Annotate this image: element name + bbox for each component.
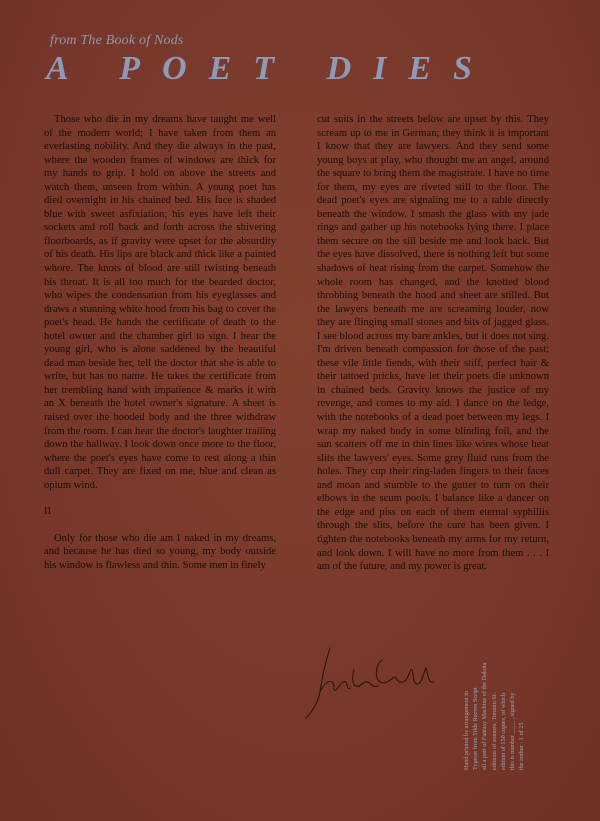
- paragraph: Only for those who die am I naked in my dreams, and because he has died so young, my body outside his window is flawless and thin. Some men in finely: [44, 532, 276, 571]
- text-column-left: [44, 113, 276, 573]
- paragraph: cut suits in the streets below are upset by this. They scream up to me in German; they think it is important I know that they are lawyers. And they send some young boys at play, who thought me an angel, around the square to bring them the magistrate. I have no time for them, my eyes are riveted still to the floor. The dead poet's eyes are signaling me to a table directly beneath the window. I smash the glass with my jade rings and gather up his notebooks lying there. I place them secure on the sill beside me and look back. But the eyes have dissolved, there is nothing left but some shadows of heat rising from the carpet. Somehow the whole room has changed, and the knotted blood throbbing beneath the hood and sheet are stilled. But the lawyers beneath me are screaming louder, now they are flinging small stones and bits of jagged glass. I see blood across my bare ankles, but it does not sing. I'm driven beneath compassion for those of the past; these vile little fiends, with their stiff, perfect hair & their tattoed pricks, have let their poets die unknown in chained beds. Gravity knows the justice of my revenge, and comes to my aid. I dance on the ledge, with the notebooks of a dead poet between my legs. I wrap my naked body in some blinding foil, and the sun scatters off me in thin lines like wires whose heat slits the lawyers' eyes. Some grey fluid runs from the holes. They cup their ring-laden fingers to their faces and moan and stumble to the gutter to turn on their elbows in the scum pools. I balance like a dancer on the edge and piss on each of them eternal syphillis through the slits, before the cure has been given. I tighten the notebooks beneath my arms for my return, and look down. I will have no more from them . . . I am of the future, and my power is great.: [317, 114, 549, 573]
- subtitle: from The Book of Nods: [50, 33, 184, 48]
- section-marker: II: [44, 506, 52, 518]
- colophon-line: Typeset from Tilde Reeves Script: [472, 687, 480, 770]
- colophon-line: editions of sonnets, Toronto St.: [490, 692, 498, 770]
- colophon-line: edition of 150 copies, of which: [499, 693, 507, 770]
- page-title: A POET DIES: [46, 50, 494, 87]
- signature: [302, 640, 442, 720]
- text-column-right: [317, 113, 549, 574]
- colophon-line: all a part of Fantasy Machine of the Dakota: [481, 662, 489, 770]
- paragraph: Those who die in my dreams have taught me well of the modern world; I have taken from them an everlasting nobility. And they die always in the past, where the wooden frames of windows are thick for my hands to grip. I hold on above the streets and watch them, unseen from within. A young poet has died overnight in his chained bed. His face is shaded blue with sweet asfixiation; his eyes have left their sockets and roll back and forth across the shivering floorboards, as if gravity were upset for the absurdity of his death. His lips are black and thick like a painted whore. The knots of blood are still twisting beneath his throat. It is all too much for the bearded doctor, who wipes the condensation from his eyeglasses and draws a stunning white hood from his bag to cover the poet's head. He hands the certificate of death to the hotel owner and the chamber girl to sign. I hear the young girl, who is alone saddened by the beautiful dead man beside her, tell the doctor that she is able to write, but has no name. He takes the certificate from her trembling hand with impatience & marks it with an X beneath the hotel owner's signature. A sheet is raised over the hooded body and the three withdraw from the room. I can hear the doctor's laughter trailing down the hallway. I look down once more to the floor, where the poet's eyes have come to rest along a thin dull carpet. They are fixed on me, blue and clean as opium wind.: [44, 114, 276, 491]
- colophon-line: this is number ____ , signed by: [509, 692, 517, 770]
- colophon: [462, 640, 562, 770]
- colophon-line: the author · 1 of 25: [518, 722, 526, 770]
- colophon-line: Hand printed by arrangement in: [463, 690, 470, 770]
